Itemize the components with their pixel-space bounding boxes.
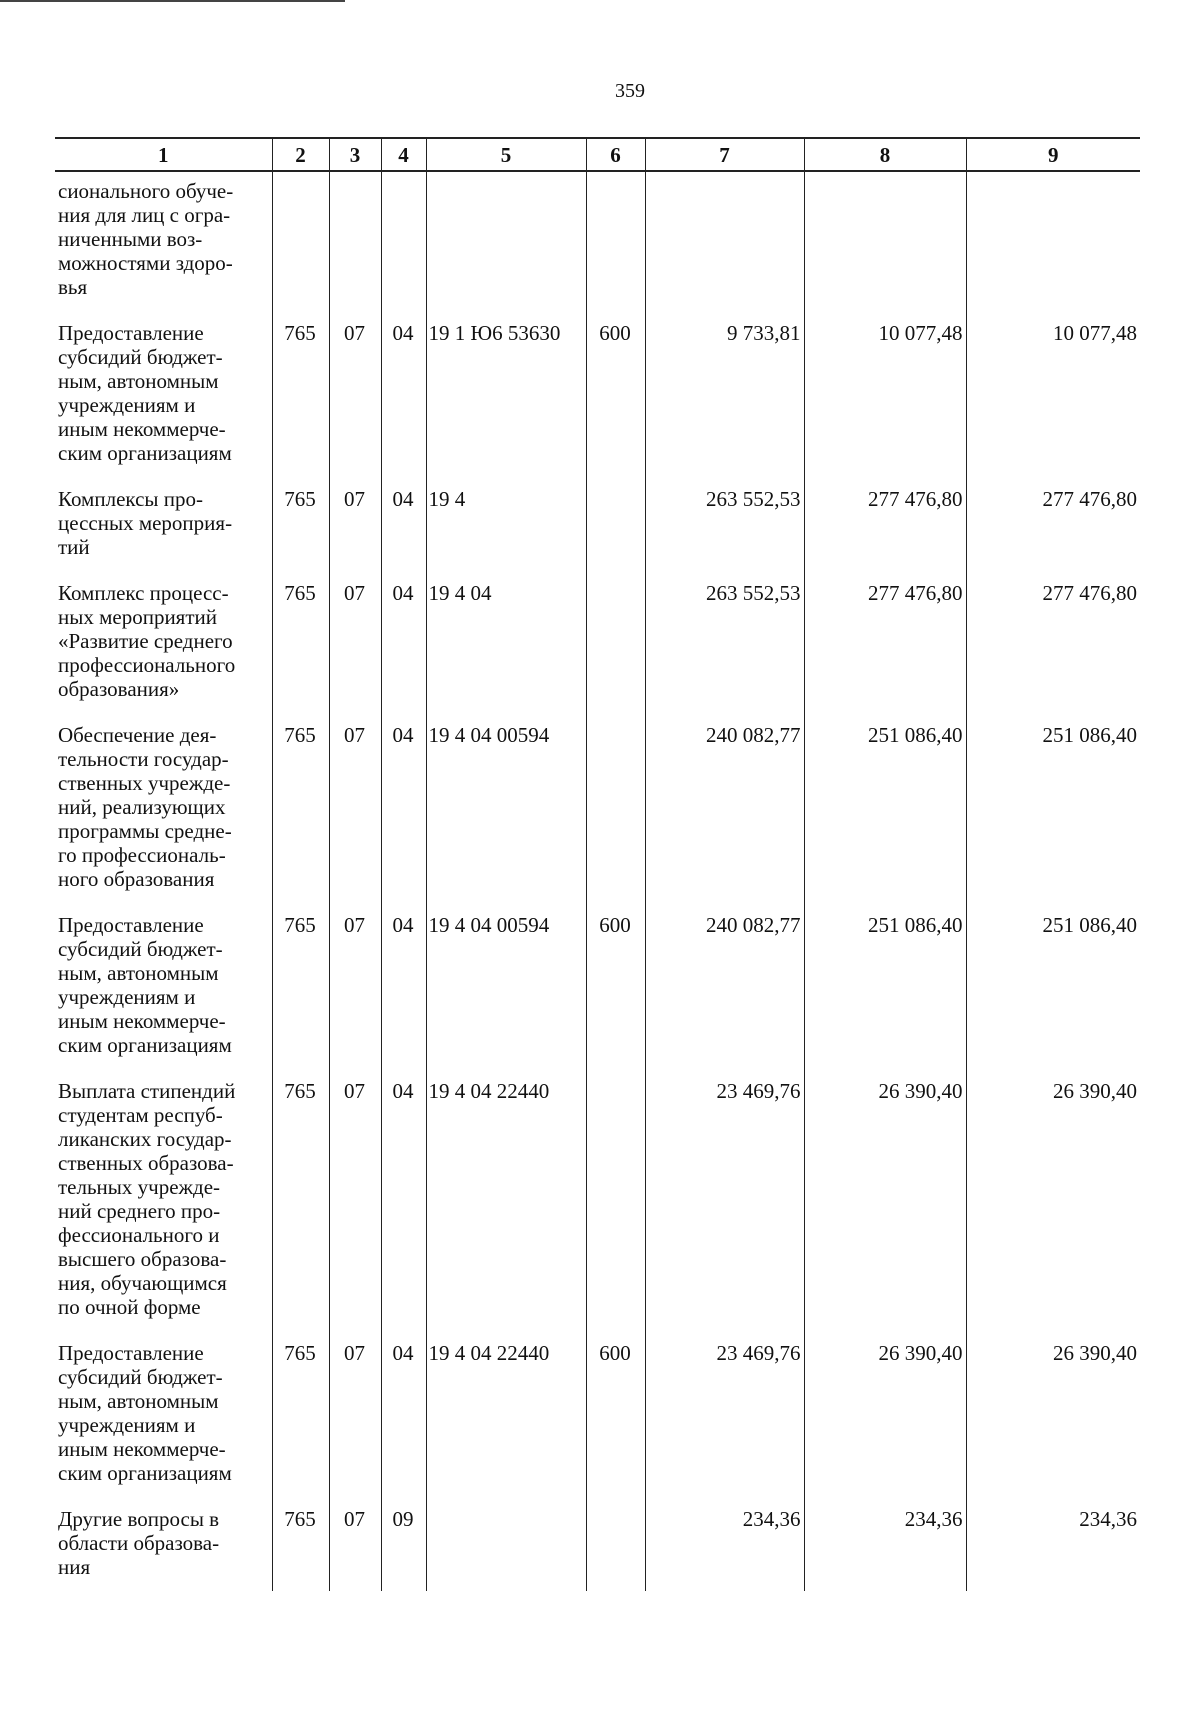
table-row (55, 581, 1140, 723)
amount-cell (645, 171, 804, 321)
target-article-cell: 19 4 (426, 487, 586, 581)
target-article-cell: 19 4 04 22440 (426, 1341, 586, 1507)
section-code-cell (329, 171, 381, 321)
subsection-code-cell: 04 (381, 913, 426, 1079)
amount-cell: 240 082,77 (645, 913, 804, 1079)
section-code-cell: 07 (329, 1507, 381, 1591)
subsection-code-cell: 04 (381, 1079, 426, 1341)
amount-cell: 10 077,48 (804, 321, 966, 487)
budget-table (55, 137, 1140, 1591)
ministry-code-cell: 765 (272, 487, 329, 581)
subsection-code-cell: 09 (381, 1507, 426, 1591)
ministry-code-cell: 765 (272, 581, 329, 723)
amount-cell: 9 733,81 (645, 321, 804, 487)
amount-cell: 277 476,80 (804, 487, 966, 581)
item-name-cell: Обеспечение дея- тельности государ- ственных учрежде- ний, реализующих программы средне- го профессиональ- ного образования (55, 723, 272, 913)
item-name-cell: Предоставление субсидий бюджет- ным, автономным учреждениям и иным некоммерче- ским организациям (55, 913, 272, 1079)
ministry-code-cell: 765 (272, 1079, 329, 1341)
expense-type-cell (586, 581, 645, 723)
column-header: 9 (966, 138, 1140, 171)
subsection-code-cell: 04 (381, 1341, 426, 1507)
amount-cell: 277 476,80 (804, 581, 966, 723)
amount-cell: 251 086,40 (966, 723, 1140, 913)
amount-cell: 234,36 (804, 1507, 966, 1591)
subsection-code-cell: 04 (381, 581, 426, 723)
item-name-cell: сионального обуче- ния для лиц с огра- ниченными воз- можностями здоро- вья (55, 171, 272, 321)
ministry-code-cell: 765 (272, 1341, 329, 1507)
section-code-cell: 07 (329, 581, 381, 723)
amount-cell: 277 476,80 (966, 487, 1140, 581)
ministry-code-cell (272, 171, 329, 321)
target-article-cell: 19 4 04 00594 (426, 913, 586, 1079)
top-rule (0, 0, 345, 2)
ministry-code-cell: 765 (272, 1507, 329, 1591)
amount-cell: 234,36 (966, 1507, 1140, 1591)
column-header: 1 (55, 138, 272, 171)
target-article-cell: 19 1 Ю6 53630 (426, 321, 586, 487)
ministry-code-cell: 765 (272, 723, 329, 913)
table-row (55, 321, 1140, 487)
item-name-cell: Выплата стипендий студентам респуб- ликанских государ- ственных образова- тельных учрежде- ний среднего про- фессионального и высшего образова- ния, обучающимся по очной форме (55, 1079, 272, 1341)
expense-type-cell (586, 723, 645, 913)
section-code-cell: 07 (329, 487, 381, 581)
amount-cell: 263 552,53 (645, 581, 804, 723)
header-row (55, 138, 1140, 171)
item-name-cell: Предоставление субсидий бюджет- ным, автономным учреждениям и иным некоммерче- ским организациям (55, 321, 272, 487)
column-header: 8 (804, 138, 966, 171)
item-name-cell: Комплекс процесс- ных мероприятий «Развитие среднего профессионального образования» (55, 581, 272, 723)
amount-cell: 240 082,77 (645, 723, 804, 913)
expense-type-cell (586, 487, 645, 581)
amount-cell: 251 086,40 (804, 913, 966, 1079)
target-article-cell (426, 171, 586, 321)
ministry-code-cell: 765 (272, 913, 329, 1079)
amount-cell: 263 552,53 (645, 487, 804, 581)
ministry-code-cell: 765 (272, 321, 329, 487)
expense-type-cell (586, 1507, 645, 1591)
amount-cell: 23 469,76 (645, 1341, 804, 1507)
amount-cell: 277 476,80 (966, 581, 1140, 723)
table-row (55, 1079, 1140, 1341)
item-name-cell: Комплексы про- цессных мероприя- тий (55, 487, 272, 581)
target-article-cell (426, 1507, 586, 1591)
expense-type-cell: 600 (586, 913, 645, 1079)
amount-cell: 26 390,40 (804, 1079, 966, 1341)
subsection-code-cell: 04 (381, 321, 426, 487)
column-header: 5 (426, 138, 586, 171)
table-row (55, 723, 1140, 913)
amount-cell: 23 469,76 (645, 1079, 804, 1341)
target-article-cell: 19 4 04 (426, 581, 586, 723)
section-code-cell: 07 (329, 913, 381, 1079)
amount-cell: 10 077,48 (966, 321, 1140, 487)
column-header: 3 (329, 138, 381, 171)
section-code-cell: 07 (329, 321, 381, 487)
column-header: 2 (272, 138, 329, 171)
page-number: 359 (615, 80, 645, 102)
target-article-cell: 19 4 04 22440 (426, 1079, 586, 1341)
table-row (55, 171, 1140, 321)
section-code-cell: 07 (329, 1079, 381, 1341)
table-row (55, 487, 1140, 581)
amount-cell: 251 086,40 (966, 913, 1140, 1079)
table-row (55, 1507, 1140, 1591)
section-code-cell: 07 (329, 1341, 381, 1507)
subsection-code-cell: 04 (381, 487, 426, 581)
column-header: 7 (645, 138, 804, 171)
amount-cell: 251 086,40 (804, 723, 966, 913)
column-header: 4 (381, 138, 426, 171)
column-header: 6 (586, 138, 645, 171)
item-name-cell: Предоставление субсидий бюджет- ным, автономным учреждениям и иным некоммерче- ским организациям (55, 1341, 272, 1507)
target-article-cell: 19 4 04 00594 (426, 723, 586, 913)
table-row (55, 1341, 1140, 1507)
table-body (55, 171, 1140, 1591)
amount-cell: 26 390,40 (966, 1341, 1140, 1507)
subsection-code-cell (381, 171, 426, 321)
expense-type-cell: 600 (586, 321, 645, 487)
amount-cell (804, 171, 966, 321)
item-name-cell: Другие вопросы в области образова- ния (55, 1507, 272, 1591)
expense-type-cell: 600 (586, 1341, 645, 1507)
subsection-code-cell: 04 (381, 723, 426, 913)
amount-cell: 26 390,40 (804, 1341, 966, 1507)
amount-cell: 234,36 (645, 1507, 804, 1591)
section-code-cell: 07 (329, 723, 381, 913)
amount-cell: 26 390,40 (966, 1079, 1140, 1341)
table-row (55, 913, 1140, 1079)
expense-type-cell (586, 1079, 645, 1341)
expense-type-cell (586, 171, 645, 321)
amount-cell (966, 171, 1140, 321)
